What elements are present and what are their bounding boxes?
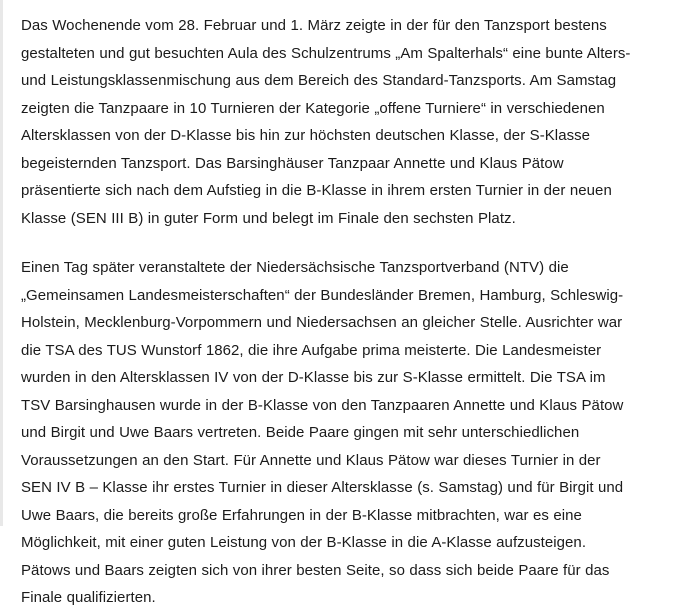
article-body: [21, 12, 633, 612]
paragraph-2: Einen Tag später veranstaltete der Niedersächsische Tanzsportverband (NTV) die „Gemeinsamen Landesmeisterschaften“ der Bundesländer Bremen, Hamburg, Schleswig-Holstein, Mecklenburg-Vorpommern und Niedersachsen an gleicher Stelle. Ausrichter war die TSA des TUS Wunstorf 1862, die ihre Aufgabe prima meisterte. Die Landesmeister wurden in den Altersklassen IV von der D-Klasse bis zur S-Klasse ermittelt. Die TSA im TSV Barsinghausen wurde in der B-Klasse von den Tanzpaaren Annette und Klaus Pätow und Birgit und Uwe Baars vertreten. Beide Paare gingen mit sehr unterschiedlichen Voraussetzungen an den Start. Für Annette und Klaus Pätow war dieses Turnier in der SEN IV B – Klasse ihr erstes Turnier in dieser Altersklasse (s. Samstag) und für Birgit und Uwe Baars, die bereits große Erfahrungen in der B-Klasse mitbrachten, war es eine Möglichkeit, mit einer guten Leistung von der B-Klasse in die A-Klasse aufzusteigen. Pätows und Baars zeigten sich von ihrer besten Seite, so dass sich beide Paare für das Finale qualifizierten.: [21, 259, 624, 606]
paragraph-1: Das Wochenende vom 28. Februar und 1. März zeigte in der für den Tanzsport bestens gestalteten und gut besuchten Aula des Schulzentrums „Am Spalterhals“ eine bunte Alters- und Leistungsklassenmischung aus dem Bereich des Standard-Tanzsports. Am Samstag zeigten die Tanzpaare in 10 Turnieren der Kategorie „offene Turniere“ in verschiedenen Altersklassen von der D-Klasse bis hin zur höchsten deutschen Klasse, der S-Klasse begeisternden Tanzsport. Das Barsinghäuser Tanzpaar Annette und Klaus Pätow präsentierte sich nach dem Aufstieg in die B-Klasse in ihrem ersten Turnier in der neuen Klasse (SEN III B) in guter Form und belegt im Finale den sechsten Platz.: [21, 17, 631, 227]
left-margin-rule: [0, 0, 3, 526]
